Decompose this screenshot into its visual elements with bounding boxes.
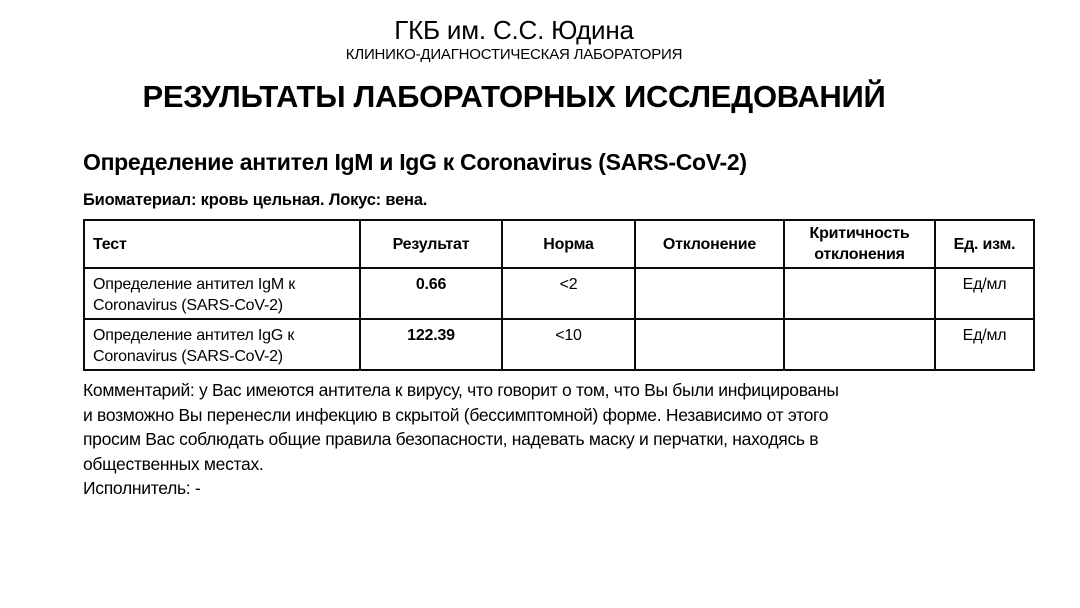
deviation-cell: [635, 319, 784, 370]
test-section-heading: Определение антител IgM и IgG к Coronavirus (SARS-CoV-2): [83, 149, 747, 175]
table-row-igg: [84, 319, 1034, 370]
column-header-norm: Норма: [502, 220, 635, 268]
table-header-row: [84, 220, 1034, 268]
laboratory-name: КЛИНИКО-ДИАГНОСТИЧЕСКАЯ ЛАБОРАТОРИЯ: [345, 46, 683, 63]
comment-line: Комментарий: у Вас имеются антитела к вирусу, что говорит о том, что Вы были инфицированы: [83, 380, 839, 400]
biomaterial-line: Биоматериал: кровь цельная. Локус: вена.: [83, 191, 428, 209]
result-value-cell: 0.66: [360, 268, 502, 319]
criticality-cell: [784, 268, 935, 319]
comment-block: [83, 378, 1033, 476]
units-cell: Ед/мл: [935, 268, 1034, 319]
column-header-test: Тест: [84, 220, 360, 268]
results-table: [83, 219, 1035, 371]
column-header-criticality: Критичность отклонения: [784, 220, 935, 268]
comment-line: и возможно Вы перенесли инфекцию в скрытой (бессимптомной) форме. Независимо от этого: [83, 404, 829, 425]
executor-line: Исполнитель: -: [83, 478, 201, 498]
comment-line: просим Вас соблюдать общие правила безопасности, надевать маску и перчатки, находясь в: [83, 429, 819, 449]
deviation-cell: [635, 268, 784, 319]
result-value-cell: 122.39: [360, 319, 502, 370]
table-row-igm: [84, 268, 1034, 319]
hospital-name: ГКБ им. С.С. Юдина: [394, 15, 634, 45]
column-header-deviation: Отклонение: [635, 220, 784, 268]
test-name-cell: Определение антител IgM к Coronavirus (SARS-CoV-2): [84, 268, 360, 319]
report-title: РЕЗУЛЬТАТЫ ЛАБОРАТОРНЫХ ИССЛЕДОВАНИЙ: [142, 79, 886, 114]
test-name-cell: Определение антител IgG к Coronavirus (SARS-CoV-2): [84, 319, 360, 370]
norm-cell: <2: [502, 268, 635, 319]
criticality-cell: [784, 319, 935, 370]
units-cell: Ед/мл: [935, 319, 1034, 370]
report-body: [83, 149, 1033, 501]
column-header-units: Ед. изм.: [935, 220, 1034, 268]
norm-cell: <10: [502, 319, 635, 370]
comment-line: общественных местах.: [83, 453, 264, 474]
report-header: [0, 0, 1028, 115]
column-header-result: Результат: [360, 220, 502, 268]
